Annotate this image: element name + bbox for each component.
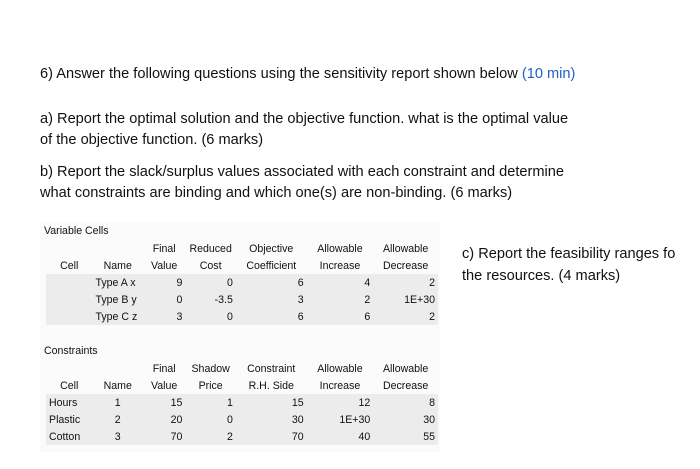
constraints-header-top: [46, 360, 438, 377]
constraints-title: Constraints: [44, 345, 98, 357]
final-value: 15: [170, 396, 183, 409]
header-cell: Allowable: [317, 242, 363, 255]
header-cell: Final: [152, 242, 176, 255]
row-cell: Cotton: [49, 430, 81, 443]
part-b-line2: what constraints are binding and which one(s) are non-binding. (6 marks): [40, 185, 513, 201]
row-cell: [46, 291, 92, 308]
header-cell: Increase: [319, 379, 361, 392]
header-cell: Allowable: [317, 362, 363, 375]
header-cell: Objective: [249, 242, 294, 255]
header-cell: Allowable: [382, 362, 429, 375]
final-value: 9: [176, 276, 183, 289]
part-b-line1: b) Report the slack/surplus values associated with each constraint and determine: [40, 164, 565, 180]
header-cell: [92, 360, 143, 377]
reduced-cost: 0: [226, 276, 233, 289]
header-cell: Decrease: [382, 379, 429, 392]
final-value: 70: [170, 430, 183, 443]
reduced-cost: 0: [226, 310, 233, 323]
row-cell: [46, 308, 92, 325]
question-heading-text: 6) Answer the following questions using the sensitivity report shown below: [40, 66, 518, 82]
objective-coefficient: 6: [297, 310, 304, 323]
table-row: [46, 308, 438, 325]
row-cell: [46, 274, 92, 291]
header-cell: Name: [103, 379, 132, 392]
allowable-decrease: 30: [423, 413, 435, 426]
header-cell: Cost: [199, 259, 222, 272]
header-cell: R.H. Side: [248, 379, 294, 392]
variable-cells-table: [46, 240, 438, 325]
header-cell: Value: [151, 259, 178, 272]
allowable-increase: 2: [364, 293, 371, 306]
part-a-line2: of the objective function. (6 marks): [40, 132, 264, 148]
allowable-increase: 4: [364, 276, 371, 289]
allowable-decrease: 8: [429, 396, 435, 409]
header-cell: Price: [198, 379, 223, 392]
allowable-increase: 12: [358, 396, 371, 409]
variable-cells-title: Variable Cells: [44, 225, 109, 237]
header-cell: Cell: [60, 379, 79, 392]
row-name: 1: [114, 396, 121, 409]
row-name: 3: [114, 430, 121, 443]
header-cell: Allowable: [382, 242, 429, 255]
header-cell: Constraint: [247, 362, 296, 375]
header-cell: Cell: [60, 259, 79, 272]
table-row: [46, 291, 438, 308]
constraint-rhs: 30: [291, 413, 304, 426]
objective-coefficient: 6: [297, 276, 304, 289]
row-name: Type C z: [95, 310, 138, 323]
allowable-increase: 1E+30: [339, 413, 371, 426]
allowable-decrease: 2: [429, 276, 435, 289]
shadow-price: 0: [226, 413, 233, 426]
part-c-line1: c) Report the feasibility ranges fo: [462, 246, 676, 262]
objective-coefficient: 3: [297, 293, 304, 306]
header-cell: Reduced: [189, 242, 232, 255]
final-value: 0: [176, 293, 183, 306]
variable-header-top: [46, 240, 438, 257]
allowable-increase: 40: [358, 430, 371, 443]
shadow-price: 1: [226, 396, 233, 409]
header-cell: Increase: [319, 259, 361, 272]
final-value: 20: [170, 413, 183, 426]
allowable-increase: 6: [364, 310, 371, 323]
question-time: (10 min): [521, 66, 576, 82]
row-name: Type A x: [95, 276, 136, 289]
row-cell: Hours: [49, 396, 78, 409]
row-name: Type B y: [95, 293, 137, 306]
allowable-decrease: 1E+30: [404, 293, 435, 306]
table-row: [46, 274, 438, 291]
table-row: [46, 411, 438, 428]
part-a-line1: a) Report the optimal solution and the objective function. what is the optimal value: [40, 111, 569, 127]
header-cell: [46, 360, 92, 377]
row-name: 2: [114, 413, 121, 426]
part-c-line2: the resources. (4 marks): [462, 268, 621, 284]
shadow-price: 2: [226, 430, 233, 443]
allowable-decrease: 2: [429, 310, 435, 323]
sensitivity-report: [40, 222, 440, 452]
constraint-rhs: 15: [291, 396, 304, 409]
table-row: [46, 428, 438, 445]
header-cell: Coefficient: [246, 259, 297, 272]
variable-header-bottom: [46, 257, 438, 274]
part-c: [462, 243, 700, 287]
header-cell: [92, 240, 143, 257]
header-cell: Final: [152, 362, 176, 375]
header-cell: Shadow: [191, 362, 230, 375]
allowable-decrease: 55: [423, 430, 435, 443]
question-heading: [40, 64, 575, 85]
row-cell: Plastic: [49, 413, 81, 426]
constraints-table: [46, 360, 438, 445]
header-cell: Name: [103, 259, 132, 272]
constraints-header-bottom: [46, 377, 438, 394]
header-cell: Decrease: [382, 259, 429, 272]
final-value: 3: [176, 310, 183, 323]
header-cell: Value: [151, 379, 178, 392]
constraint-rhs: 70: [291, 430, 304, 443]
table-row: [46, 394, 438, 411]
reduced-cost: -3.5: [214, 293, 233, 306]
header-cell: [46, 240, 92, 257]
